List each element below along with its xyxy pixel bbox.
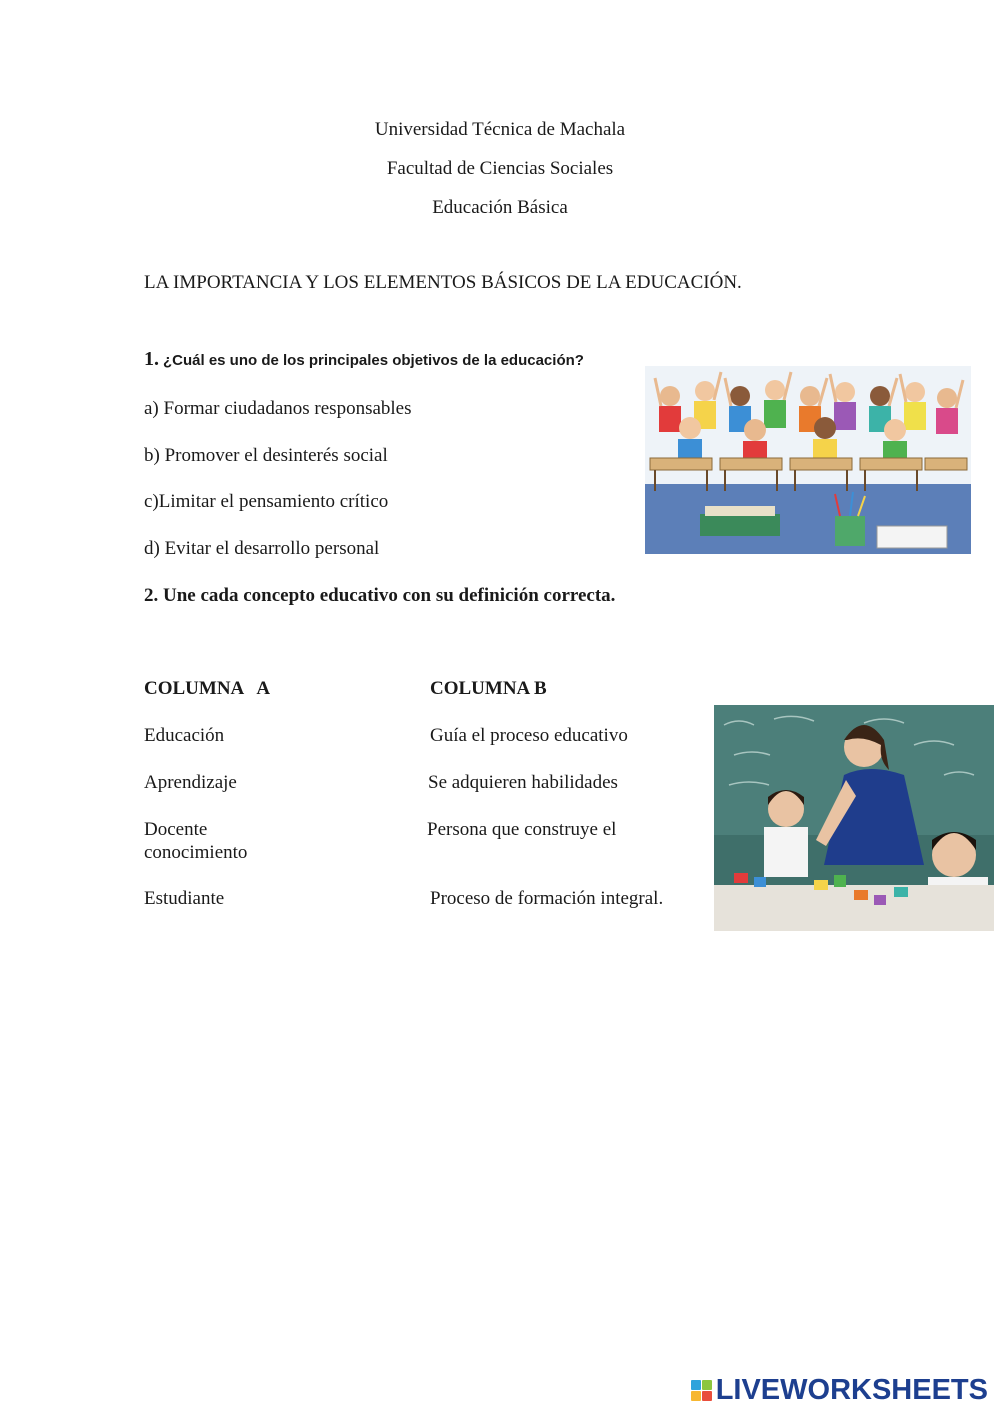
- liveworksheets-logo-icon: [691, 1380, 712, 1401]
- column-b-header: COLUMNA B: [430, 678, 547, 699]
- program-name: Educación Básica: [432, 197, 568, 218]
- question-1-text: ¿Cuál es uno de los principales objetivos de la educación?: [163, 352, 584, 369]
- column-b-item[interactable]: Se adquieren habilidades: [428, 772, 618, 793]
- column-a-item[interactable]: Estudiante: [144, 888, 225, 909]
- column-a-item[interactable]: Aprendizaje: [144, 772, 237, 793]
- liveworksheets-logo-text: LIVEWORKSHEETS: [715, 1374, 988, 1406]
- column-b-item[interactable]: Persona que construye el: [427, 819, 617, 840]
- column-a-header: COLUMNA A: [144, 678, 271, 699]
- column-a-item[interactable]: Educación: [144, 725, 225, 746]
- worksheet-title: LA IMPORTANCIA Y LOS ELEMENTOS BÁSICOS DE LA EDUCACIÓN.: [144, 272, 742, 293]
- question-2-text: 2. Une cada concepto educativo con su definición correcta.: [144, 585, 616, 606]
- option-b[interactable]: b) Promover el desinterés social: [144, 445, 388, 466]
- column-a-item[interactable]: Docente: [144, 819, 208, 840]
- option-c[interactable]: c)Limitar el pensamiento crítico: [144, 491, 389, 512]
- column-b-item[interactable]: Guía el proceso educativo: [430, 725, 628, 746]
- classroom-cartoon-image: [645, 366, 971, 554]
- faculty-name: Facultad de Ciencias Sociales: [386, 158, 614, 179]
- liveworksheets-logo: [691, 1374, 988, 1407]
- option-a[interactable]: a) Formar ciudadanos responsables: [144, 398, 412, 419]
- option-d[interactable]: d) Evitar el desarrollo personal: [144, 538, 380, 559]
- question-1-number: 1.: [144, 348, 159, 370]
- university-name: Universidad Técnica de Machala: [374, 119, 626, 140]
- column-a-item-continuation: conocimiento: [144, 842, 248, 863]
- teacher-students-photo: [714, 705, 994, 931]
- column-b-item[interactable]: Proceso de formación integral.: [430, 888, 664, 909]
- question-1: [144, 348, 584, 371]
